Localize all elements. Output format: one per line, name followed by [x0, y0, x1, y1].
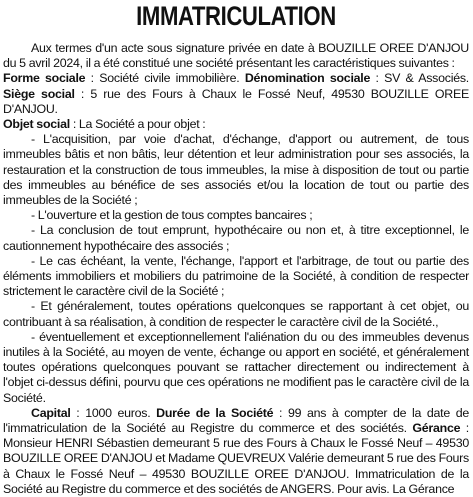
notice-title: IMMATRICULATION: [136, 1, 336, 31]
siege-label: Siège social: [3, 86, 75, 101]
gerance-value: : Monsieur HENRI Sébastien demeurant 5 rue des Fours à Chaux le Fossé Neuf – 49530 BOUZILLE OREE D'ANJOU et Madame QUEVREUX Valérie demeurant 5 rue des Fours à Chaux le Fossé Neuf – 49530 BOUZILLE OREE D'ANJOU. Immatriculation de la Société au Registre du commerce et des sociétés de ANGERS. Pour avis. La Gérance: [3, 421, 469, 496]
objet-item: - Et généralement, toutes opérations quelconques se rapportant à cet objet, ou contribuant à sa réalisation, à condition de respecter le caractère civil de la Société.,: [3, 299, 469, 329]
notice-body: [3, 41, 469, 497]
duree-value: : 99 ans à compter de la date de l'immatriculation de la Société au Registre du commerce et des sociétés.: [3, 405, 470, 436]
forme-value: : Société civile immobilière.: [85, 71, 245, 86]
objet-item: - Le cas échéant, la vente, l'échange, l'apport et l'arbitrage, de tout ou partie des éléments immobiliers et mobiliers du patrimoine de la Société, à condition de respecter strictement le caractère civil de la Société ;: [3, 253, 469, 299]
capital-duree-gerance-paragraph: [3, 406, 469, 497]
siege-value: : 5 rue des Fours à Chaux le Fossé Neuf, 49530 BOUZILLE OREE D'ANJOU.: [3, 86, 469, 116]
objet-label: Objet social: [3, 117, 70, 132]
intro-paragraph: Aux termes d'un acte sous signature privée en date à BOUZILLE OREE D'ANJOU du 5 avril 2024, il a été constitué une société présentant les caractéristiques suivantes :: [3, 41, 469, 71]
denomination-label: Dénomination sociale: [244, 71, 371, 86]
company-details-paragraph: [3, 71, 469, 117]
objet-intro: : La Société a pour objet :: [69, 117, 206, 132]
capital-value: : 1000 euros.: [70, 405, 157, 420]
objet-paragraph: [3, 117, 469, 132]
capital-label: Capital: [31, 405, 71, 420]
objet-item: - L'ouverture et la gestion de tous comptes bancaires ;: [31, 208, 313, 223]
objet-item: - La conclusion de tout emprunt, hypothécaire ou non et, à titre exceptionnel, le cautionnement hypothécaire des associés ;: [3, 223, 469, 253]
objet-item: - éventuellement et exceptionnellement l'aliénation du ou des immeubles devenus inutiles à la Société, au moyen de vente, échange ou apport en société, et généralement toutes opérations quelconques pouvant se rattacher directement ou indirectement à l'objet ci-dessus défini, pourvu que ces opérations ne modifient pas le caractère civil de la Société.: [3, 329, 469, 405]
objet-item: - L'acquisition, par voie d'achat, d'échange, d'apport ou autrement, de tous immeubles bâtis et non bâtis, leur détention et leur administration pour ses associés, la restauration et la construction de tous immeubles, la mise à disposition de tout ou partie des immeubles au bénéfice de ses associés et/ou la location de tout ou partie des immeubles de la Société ;: [3, 132, 469, 208]
denomination-value: : SV & Associés.: [370, 71, 469, 86]
forme-label: Forme sociale: [3, 71, 86, 86]
gerance-label: Gérance: [412, 421, 461, 436]
duree-label: Durée de la Société: [156, 405, 274, 420]
